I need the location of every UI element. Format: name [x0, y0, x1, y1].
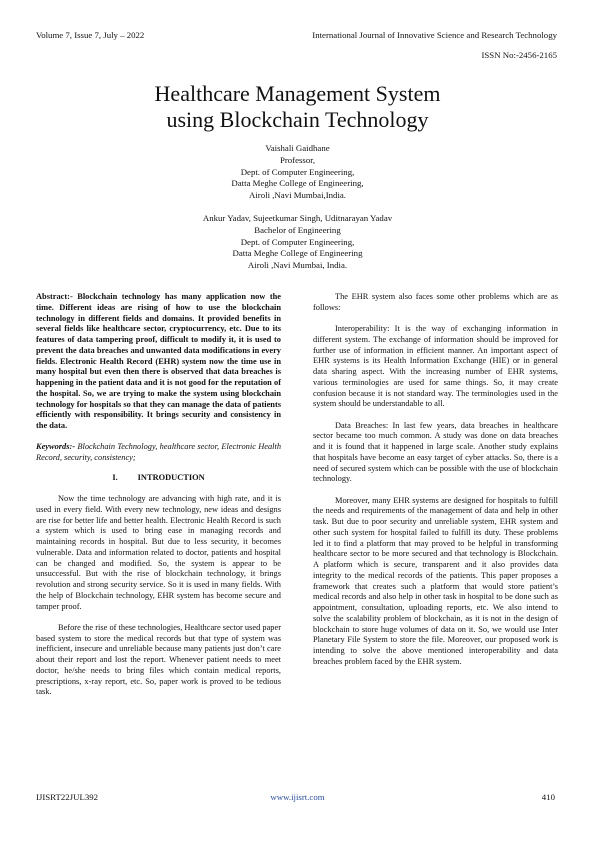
interoperability-paragraph: Interoperability: It is the way of exchanging information in different system. The exchange of information should be improved for further use of information in efficient manner. An important aspect of EHR systems is its Health Information Exchange (HIE) or in general data sharing aspect. With the increasing number of EHR systems, various terminologies are used for same things. So, it may create confusion because it is not standard way. The terminologies used in the system should be understandable to all. [313, 324, 558, 409]
keywords [36, 442, 281, 464]
abstract-text: Blockchain technology has many application now the time. Different ideas are rising of how to use the blockchain technology in different fields and domains. It provided benefits in several fields like healthcare sector, cryptocurrency, etc. Due to its features of data tampering proof, difficult to modify it, it is used to prevent the data breaches and unwanted data modifications in every fields. Electronic Health Record (EHR) system now the time use in many hospital but even then there is observed that data breaches is happening in the patient data and it is not good for the reputation of the hospital. So, we are trying to make the system using blockchain technology for hospitals so that they can manage the data of patients efficiently with responsibility. It brings security and consistency in the data. [36, 292, 282, 430]
website-link[interactable]: www.ijisrt.com [270, 792, 325, 802]
right-column [313, 292, 558, 668]
author-department: Dept. of Computer Engineering, [240, 166, 355, 177]
data-breaches-paragraph: Data Breaches: In last few years, data breaches in healthcare sector became too much common. A study was done on data breaches and it is found that it happened in large scale. Another study explains that hospitals have become an easy target of cyber attacks. So, there is a need of secured system which can be possible with the use of blockchain technology. [313, 420, 558, 484]
issn-number: ISSN No:-2456-2165 [481, 50, 557, 60]
section-number: I. [112, 473, 118, 483]
abstract-label: Abstract:- [36, 292, 73, 301]
title-line-1: Healthcare Management System [154, 80, 441, 106]
intro-paragraph-1: Now the time technology are advancing with high rate, and it is used in every field. With every new technology, new ideas and designs are rise for better life and better health. Electronic Health Record is such a system which is used to bring ease in managing records and maintaining records in hospital. But due to less security, it becomes vulnerable. Data and information related to doctor, patients and hospital can be changed and modified. So, the system is appear to be unsuccessful. But with the rise of blockchain technology, it brings revolution and strong security service. So it is used in many fields. With the help of Blockchain technology, EHR system has become secure and tamper proof. [36, 494, 281, 611]
coauthor-degree: Bachelor of Engineering [254, 224, 341, 235]
author-location: Airoli ,Navi Mumbai,India. [249, 190, 346, 201]
proposal-paragraph: Moreover, many EHR systems are designed for hospitals to fulfill the needs and requirements of the management of data and help in other task. But due to poor security and unreliable system, EHR system and other such system for hospital failed to fulfill its duty. These problems led it to find a platform that may proved to be helpful in transforming healthcare sector to be more secured and that technology is Blockchain. A platform which is secure, transparent and it also provides data integrity to the medical records of the patients. This paper proposes a framework that creates such a platform that would store patient’s medical records and also help in other task in hospital to be done such as appointment, consultation, uploading reports, etc. We also intend to solve the scalability problem of blockchain, as it is not in the design of blockchain to store huge volumes of data on it. So, we would use Inter Planetary File System to store the file. Moreover, our proposed work is intending to solve the above mentioned interoperability and data breaches problem faced by the EHR system. [313, 495, 558, 666]
coauthor-names: Ankur Yadav, Sujeetkumar Singh, Uditnarayan Yadav [202, 212, 393, 223]
abstract [36, 292, 281, 432]
keywords-label: Keywords:- [36, 441, 76, 451]
author-name: Vaishali Gaidhane [265, 143, 330, 153]
paper-title [0, 81, 595, 133]
coauthor-department: Dept. of Computer Engineering, [240, 236, 355, 247]
volume-info: Volume 7, Issue 7, July – 2022 [36, 30, 145, 40]
page-number: 410 [541, 792, 555, 802]
author-college: Datta Meghe College of Engineering, [231, 178, 364, 189]
title-line-2: using Blockchain Technology [166, 106, 429, 132]
left-column [36, 292, 281, 698]
author-block [0, 143, 595, 272]
author-designation: Professor, [279, 154, 316, 165]
ehr-problems-intro: The EHR system also faces some other problems which are as follows: [313, 292, 558, 312]
paper-id: IJISRT22JUL392 [36, 792, 99, 802]
keywords-text: Blockchain Technology, healthcare sector, Electronic Health Record, security, consistency; [36, 441, 282, 462]
intro-paragraph-2: Before the rise of these technologies, Healthcare sector used paper based system to store the medical records but that type of system was inefficient, insecure and unreliable because many patients just don’t care about their report and lost the report. Whenever patient needs to meet doctor, he/she needs to bring files which contain medical reports, prescriptions, x-ray report, etc. So, paper work is proved to be tedious task. [36, 622, 281, 697]
coauthor-location: Airoli ,Navi Mumbai, India. [247, 260, 348, 271]
journal-name: International Journal of Innovative Science and Research Technology [312, 30, 557, 40]
coauthor-college: Datta Meghe College of Engineering [232, 248, 363, 259]
section-title: INTRODUCTION [137, 473, 205, 483]
section-heading [36, 473, 281, 484]
